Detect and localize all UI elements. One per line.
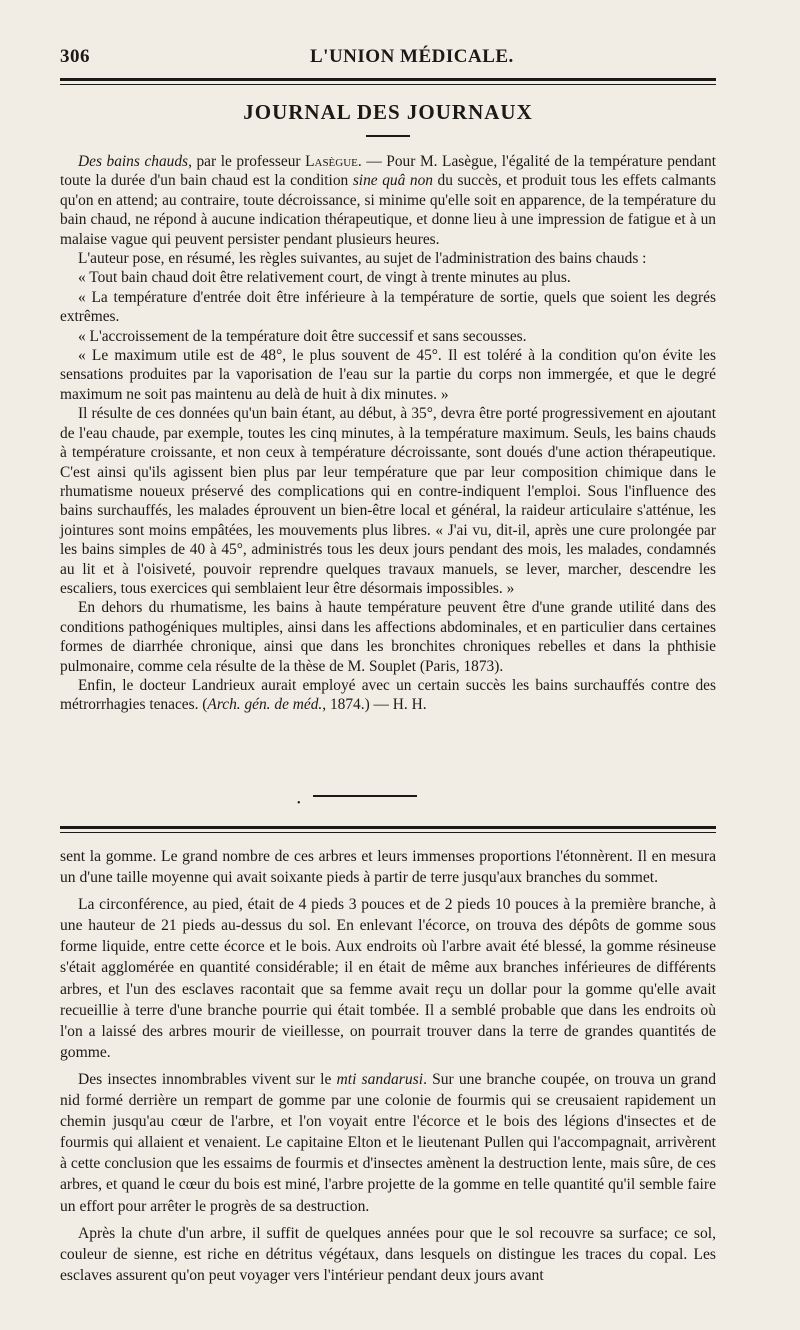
feuilleton-paragraph: Après la chute d'un arbre, il suffit de quelques années pour que le sol recouvre sa surface; ce sol, couleur de sienne, est riche en détritus végétaux, dans lesquels on distingue les traces du copal. Les esclaves assurent qu'on peut voyager vers l'intérieur pendant deux jours avant xyxy=(60,1224,716,1284)
author-name: Lasègue xyxy=(305,153,358,170)
article-paragraph: Il résulte de ces données qu'un bain étant, au début, à 35°, devra être porté progressivement en ajoutant de l'eau chaude, par exemple, toutes les cinq minutes, à la température maximum. Seuls, les bains chauds à température croissante, et non ceux à température décroissante, sont doués d'une action thérapeutique. C'est ainsi qu'ils agissent bien plus par leur température que par leur composition chimique dans le rhumatisme noueux préservé des complications qui en contre-indiquent l'emploi. Sous l'influence des bains surchauffés, les malades éprouvent un bien-être local et général, la raideur articulaire s'atténue, les jointures sont moins empâtées, les mouvements plus libres. « J'ai vu, dit-il, après une cure prolongée par les bains simples de 40 à 45°, administrés tous les deux jours pendant des mois, les malades, condamnés au lit et à l'oisiveté, pouvoir reprendre quelques travaux manuels, se lever, marcher, descendre les escaliers, tous exercices qui semblaient leur être désormais impossibles. » xyxy=(60,405,716,597)
page-header xyxy=(60,46,716,76)
page-number: 306 xyxy=(60,46,90,67)
article-paragraph: L'auteur pose, en résumé, les règles suivantes, au sujet de l'administration des bains chauds : xyxy=(78,250,647,268)
article-paragraph: Enfin, le docteur Landrieux aurait employé avec un certain succès les bains surchauffés contre des métrorrhagies tenaces. (Arch. gén. de méd., 1874.) — H. H. xyxy=(60,676,716,714)
species-name: mti sandarusi xyxy=(336,1070,424,1088)
article-paragraph: « L'accroissement de la température doit être successif et sans secousses. xyxy=(78,327,527,345)
title-rule xyxy=(366,135,410,137)
feuilleton-paragraph: Des insectes innombrables vivent sur le mti sandarusi. Sur une branche coupée, on trouva un grand nid formé derrière un rempart de gomme par une colonie de fourmis qui se creusaient rapidement un chemin jusqu'au cœur de l'arbre, et l'on voyait entre l'écorce et le bois des légions d'insectes et de fourmis qui allaient et venaient. Le capitaine Elton et le lieutenant Pullen qui l'accompagnait, arrivèrent à cette conclusion que les essaims de fourmis et d'insectes amènent la destruction lente, mais sûre, de ces arbres, et quand le cœur du bois est miné, l'arbre projette de la gomme en telle quantité qu'il semble faire un effort pour arrêter le progrès de sa destruction. xyxy=(60,1070,716,1215)
feuilleton-paragraph: sent la gomme. Le grand nombre de ces arbres et leurs immenses proportions l'étonnèrent. Il en mesura un d'une taille moyenne qui avait soixante pieds à partir de terre jusqu'aux branches du sommet. xyxy=(60,848,716,887)
running-title: L'UNION MÉDICALE. xyxy=(310,46,514,67)
citation: Arch. gén. de méd. xyxy=(207,696,323,714)
section-title: JOURNAL DES JOURNAUX xyxy=(243,100,533,124)
feuilleton-paragraph: La circonférence, au pied, était de 4 pieds 3 pouces et de 2 pieds 10 pouces à la première branche, à une hauteur de 21 pieds au-dessus du sol. En enlevant l'écorce, on trouva des dépôts de gomme sous forme liquide, entre cette écorce et le bois. Aux endroits où l'arbre avait été blessé, la gomme résineuse s'était agglomérée en quantité considérable; il en était de même aux branches inférieures de différents arbres, et l'un des esclaves racontait que sa femme avait reçu un dollar pour la gomme qu'elle avait recueillie à terre d'une branche pourrie qui était tombée. Il a semblé probable que dans les endroits où l'on a laissé des arbres mourir de vieillesse, on pourrait trouver dans la terre de grandes quantités de gomme. xyxy=(60,896,716,1061)
feuilleton-rule-thin xyxy=(60,832,716,833)
article-title: Des bains chauds xyxy=(78,153,189,170)
article-paragraph: « Tout bain chaud doit être relativement court, de vingt à trente minutes au plus. xyxy=(78,269,571,287)
article-paragraph: « La température d'entrée doit être inférieure à la température de sortie, quels que soient les degrés extrêmes. xyxy=(60,288,716,326)
journal-article xyxy=(60,152,716,715)
header-rule-thick xyxy=(60,78,716,81)
article-paragraph: En dehors du rhumatisme, les bains à haute température peuvent être d'une grande utilité dans des conditions pathogéniques multiples, ainsi dans les affections abdominales, et en particulier dans certaines formes de diarrhée chronique, ainsi que dans les bronchites chroniques rebelles et dans la phthisie pulmonaire, comme cela résulte de la thèse de M. Souplet (Paris, 1873). xyxy=(60,599,716,675)
article-paragraph: « Le maximum utile est de 48°, le plus souvent de 45°. Il est toléré à la condition qu'on évite les sensations produites par la vaporisation de l'eau sur la partie du corps non immergée, et que le degré maximum ne soit pas maintenu au delà de huit à dix minutes. » xyxy=(60,347,716,403)
article-paragraph: Des bains chauds, par le professeur Lasègue. — Pour M. Lasègue, l'égalité de la température pendant toute la durée d'un bain chaud est la condition sine quâ non du succès, et produit tous les effets calmants qu'on en attend; au contraire, toute décroissance, si minime qu'elle soit en apparence, de la température du bain chaud, ne répond à aucune indication thérapeutique, et donne lieu à une impression de fatigue et à un malaise vague qui peuvent persister pendant plusieurs heures. xyxy=(60,153,717,248)
feuilleton-rule-thick xyxy=(60,826,716,829)
ornament-dot: • xyxy=(297,798,301,809)
header-rule-thin xyxy=(60,84,716,85)
feuilleton xyxy=(60,846,716,1292)
article-end-rule xyxy=(313,795,417,797)
